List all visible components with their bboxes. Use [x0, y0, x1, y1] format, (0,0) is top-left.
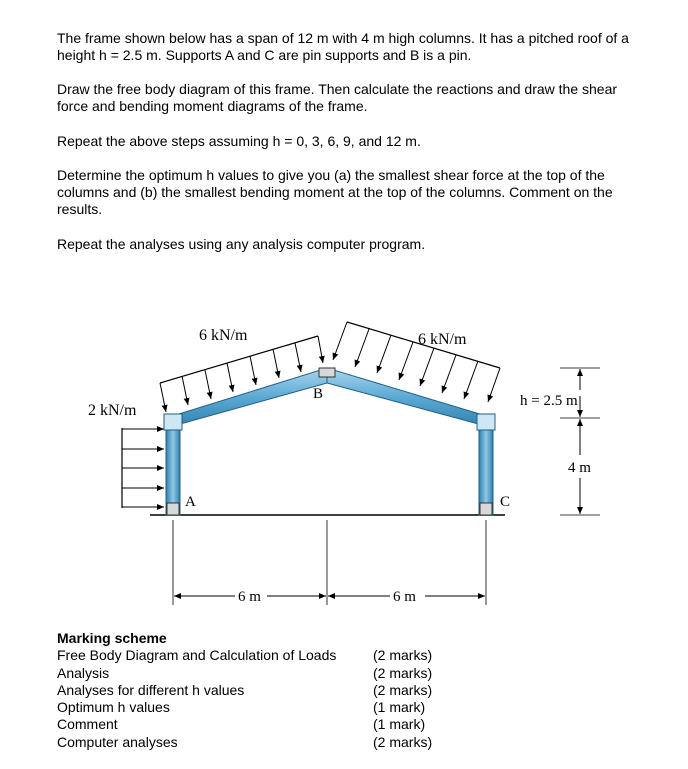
load-arrow: [205, 370, 211, 399]
wall-load-label: 2 kN/m: [88, 402, 137, 419]
load-arrow: [442, 355, 456, 393]
right-roof-load-label: 6 kN/m: [418, 331, 467, 348]
marking-item: Optimum h values: [57, 699, 170, 716]
support-c: [480, 503, 492, 515]
load-arrow: [250, 356, 256, 385]
load-arrow: [227, 363, 233, 392]
marking-item: Analyses for different h values: [57, 681, 245, 698]
paragraph-optimum-h: Determine the optimum h values to give you (a) the smallest shear force at the top of the columns and (b) the smallest bending moment at the top of the columns. Comment on the results.: [57, 167, 613, 217]
marking-row: [57, 734, 453, 751]
marking-row: [57, 682, 453, 699]
load-arrow: [399, 342, 413, 380]
load-arrow: [355, 329, 369, 367]
column-height-label: 4 m: [568, 460, 591, 476]
paragraph-problem-statement: The frame shown below has a span of 12 m with 4 m high columns. It has a pitched roof of a height h = 2.5 m. Supports A and C are pin supports and B is a pin.: [57, 30, 629, 63]
left-knee: [164, 414, 182, 430]
marking-marks: (2 marks): [373, 647, 433, 664]
right-column: [479, 418, 493, 515]
label-a: A: [185, 494, 196, 510]
span-right-label: 6 m: [393, 589, 416, 605]
load-arrow: [333, 322, 347, 360]
load-arrow: [420, 348, 434, 386]
marking-scheme: [57, 630, 453, 751]
load-arrow: [160, 383, 166, 412]
marking-item: Computer analyses: [57, 733, 178, 750]
marking-item: Free Body Diagram and Calculation of Loads: [57, 647, 337, 664]
marking-marks: (2 marks): [373, 733, 433, 750]
load-arrow: [464, 361, 478, 399]
left-rafter: [166, 368, 327, 428]
marking-row: [57, 716, 453, 733]
paragraph-repeat-h-values: Repeat the above steps assuming h = 0, 3, 6, 9, and 12 m.: [57, 133, 421, 149]
load-arrow: [295, 343, 301, 372]
marking-row: [57, 647, 453, 664]
load-arrow: [273, 349, 279, 378]
marking-marks: (2 marks): [373, 681, 433, 698]
label-c: C: [500, 494, 511, 510]
paragraph-computer-analysis: Repeat the analyses using any analysis computer program.: [57, 236, 426, 252]
left-column: [166, 418, 180, 515]
paragraph-instructions: Draw the free body diagram of this frame. Then calculate the reactions and draw the shear force and bending moment diagrams of the frame.: [57, 81, 618, 114]
load-arrow: [488, 368, 500, 402]
marking-item: Analysis: [57, 664, 110, 681]
right-rafter: [327, 368, 493, 428]
marking-row: [57, 665, 453, 682]
marking-item: Comment: [57, 716, 118, 733]
right-knee: [477, 414, 495, 430]
marking-marks: (1 mark): [373, 699, 426, 716]
marking-scheme-title: Marking scheme: [57, 630, 167, 646]
marking-marks: (2 marks): [373, 664, 433, 681]
load-arrow: [377, 335, 391, 373]
span-left-label: 6 m: [238, 589, 261, 605]
h-label: h = 2.5 m: [520, 393, 578, 409]
support-a: [167, 503, 179, 515]
left-roof-load-label: 6 kN/m: [199, 327, 248, 344]
label-b: B: [313, 386, 324, 402]
load-arrow: [318, 336, 323, 363]
marking-row: [57, 699, 453, 716]
pin-b-plate: [319, 368, 335, 377]
load-arrow: [182, 376, 188, 405]
marking-marks: (1 mark): [373, 716, 426, 733]
